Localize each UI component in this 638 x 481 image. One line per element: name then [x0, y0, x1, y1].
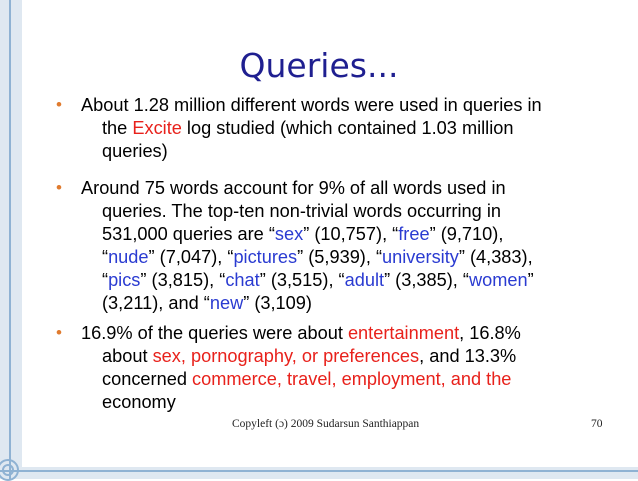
corner-ring-inner: [2, 464, 14, 476]
body-text: ” (9,710),: [429, 224, 504, 244]
body-text: ” (3,109): [243, 293, 312, 313]
body-text: 16.9% of the queries were about: [81, 323, 348, 343]
bullet-line: [102, 246, 533, 268]
bullet-line: [102, 200, 501, 222]
bullet-line: [81, 322, 521, 344]
bullet-line: [102, 368, 511, 390]
body-text: ” (10,757), “: [303, 224, 399, 244]
body-text: ” (5,939), “: [297, 247, 383, 267]
body-text: about: [102, 346, 153, 366]
body-text: Around 75 words account for 9% of all words used in: [81, 178, 506, 198]
bullet-line: [102, 140, 168, 162]
body-text: 531,000 queries are “: [102, 224, 275, 244]
slide-title: Queries...: [239, 46, 399, 85]
bullet-line: [81, 177, 506, 199]
highlight-text: adult: [344, 270, 385, 290]
body-text: About 1.28 million different words were used in queries in: [81, 95, 542, 115]
bullet-marker: •: [56, 178, 62, 197]
highlight-text: nude: [108, 247, 149, 267]
highlight-text: pictures: [233, 247, 298, 267]
bullet-line: [102, 292, 312, 314]
body-text: ” (3,385), “: [384, 270, 469, 290]
bullet-line: [102, 391, 176, 413]
body-text: , and 13.3%: [419, 346, 517, 366]
highlight-text: entertainment: [347, 323, 460, 343]
footer-copyright: Copyleft (ɔ) 2009 Sudarsun Santhiappan: [232, 418, 420, 430]
highlight-text: commerce, travel, employment, and the: [192, 369, 512, 389]
body-text: ” (3,815), “: [140, 270, 226, 290]
body-text: (3,211), and “: [102, 293, 210, 313]
bullet-line: [102, 223, 503, 245]
body-text: ” (3,515), “: [259, 270, 345, 290]
body-text: , 16.8%: [459, 323, 521, 343]
body-text: queries): [102, 141, 168, 161]
body-text: economy: [102, 392, 176, 412]
body-text: the: [102, 118, 133, 138]
body-text: ” (7,047), “: [148, 247, 234, 267]
bullet-line: [102, 345, 516, 367]
body-text: log studied (which contained 1.03 million: [181, 118, 514, 138]
body-text: “: [102, 247, 109, 267]
highlight-text: Excite: [132, 118, 182, 138]
highlight-text: sex: [274, 224, 304, 244]
body-text: “: [102, 270, 109, 290]
body-text: ” (4,383),: [458, 247, 533, 267]
highlight-text: sex, pornography, or preferences: [152, 346, 420, 366]
highlight-text: free: [398, 224, 430, 244]
highlight-text: new: [209, 293, 244, 313]
bullet-line: [81, 94, 542, 116]
bullet-marker: •: [56, 323, 62, 342]
body-text: queries. The top-ten non-trivial words occurring in: [102, 201, 501, 221]
highlight-text: pics: [108, 270, 141, 290]
highlight-text: women: [468, 270, 528, 290]
footer-page-number: 70: [591, 418, 603, 430]
bullet-marker: •: [56, 95, 62, 114]
slide-bottom-border: [0, 467, 638, 479]
body-text: ”: [527, 270, 534, 290]
highlight-text: chat: [225, 270, 260, 290]
bullet-line: [102, 269, 534, 291]
body-text: concerned: [102, 369, 192, 389]
bullet-line: [102, 117, 514, 139]
highlight-text: university: [382, 247, 459, 267]
border-line-horizontal: [0, 470, 638, 472]
